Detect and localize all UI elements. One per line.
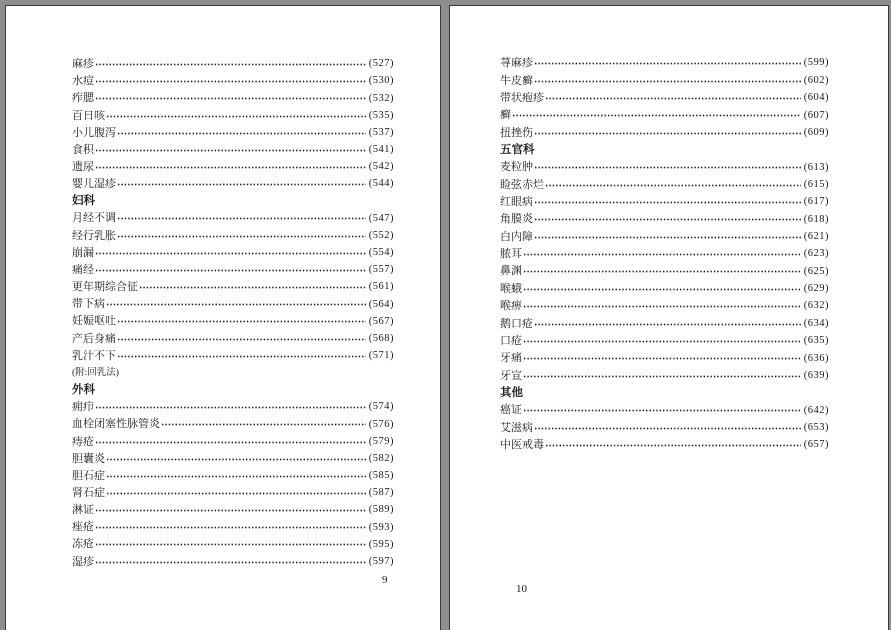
entry-page: (567) [368, 315, 394, 327]
dot-leader [523, 340, 801, 343]
note-text: (附:回乳法) [72, 367, 119, 378]
entry-title: 鼻渊 [500, 265, 522, 278]
dot-leader [534, 132, 801, 135]
section-heading [72, 382, 394, 399]
page-number: 9 [382, 574, 388, 586]
entry-page: (609) [803, 126, 829, 138]
entry-page: (617) [803, 196, 829, 208]
dot-leader [523, 409, 801, 412]
entry-title: 牛皮癣 [500, 74, 533, 87]
entry-page: (557) [368, 264, 394, 276]
dot-leader [523, 305, 801, 308]
dot-leader [95, 543, 366, 546]
section-heading-text: 妇科 [72, 195, 95, 208]
dot-leader [95, 269, 366, 272]
dot-leader [117, 132, 366, 135]
entry-title: 睑弦赤烂 [500, 178, 544, 191]
entry-page: (635) [803, 335, 829, 347]
dot-leader [534, 218, 801, 221]
entry-title: 湿疹 [72, 555, 94, 568]
entry-page: (621) [803, 231, 829, 243]
entry-page: (613) [803, 161, 829, 173]
entry-page: (615) [803, 178, 829, 190]
dot-leader [161, 423, 366, 426]
section-heading [72, 193, 394, 210]
toc-entry [500, 90, 829, 107]
entry-page: (657) [803, 439, 829, 451]
entry-title: 鹅口疮 [500, 317, 533, 330]
entry-title: 痈疖 [72, 401, 94, 414]
entry-page: (574) [368, 401, 394, 413]
entry-page: (623) [803, 248, 829, 260]
toc-entry [72, 296, 394, 313]
entry-page: (589) [368, 504, 394, 516]
toc-entry [72, 262, 394, 279]
dot-leader [534, 236, 801, 239]
dot-leader [139, 286, 366, 289]
toc-note [72, 365, 394, 382]
toc-entry [500, 367, 829, 384]
toc-entry [72, 433, 394, 450]
entry-title: 中医戒毒 [500, 439, 544, 452]
dot-leader [95, 252, 366, 255]
entry-title: 痄腮 [72, 92, 94, 105]
toc-entry [500, 402, 829, 419]
dot-leader [95, 166, 366, 169]
entry-title: 百日咳 [72, 109, 105, 122]
toc-entry [72, 176, 394, 193]
entry-page: (587) [368, 487, 394, 499]
entry-title: 小儿腹泻 [72, 126, 116, 139]
entry-page: (595) [368, 538, 394, 550]
entry-page: (642) [803, 404, 829, 416]
toc-entry [500, 315, 829, 332]
toc-entry [72, 348, 394, 365]
dot-leader [95, 97, 366, 100]
entry-title: 痔疮 [72, 435, 94, 448]
toc-entry [500, 55, 829, 72]
entry-page: (541) [368, 144, 394, 156]
toc-entry [500, 246, 829, 263]
toc-entry [500, 350, 829, 367]
toc-entry [72, 125, 394, 142]
entry-title: 喉痹 [500, 300, 522, 313]
entry-page: (552) [368, 229, 394, 241]
dot-leader [117, 355, 366, 358]
table-of-contents [500, 55, 829, 454]
dot-leader [106, 303, 366, 306]
toc-entry [500, 107, 829, 124]
toc-entry [72, 485, 394, 502]
dot-leader [95, 63, 366, 66]
dot-leader [117, 217, 366, 220]
section-heading-text: 其他 [500, 386, 523, 399]
dot-leader [95, 149, 366, 152]
section-heading-text: 五官科 [500, 143, 535, 156]
entry-page: (537) [368, 126, 394, 138]
toc-entry [500, 159, 829, 176]
toc-entry [72, 451, 394, 468]
toc-entry [72, 536, 394, 553]
toc-entry [500, 229, 829, 246]
dot-leader [523, 375, 801, 378]
entry-page: (561) [368, 281, 394, 293]
entry-title: 癌证 [500, 404, 522, 417]
dot-leader [545, 444, 801, 447]
entry-page: (571) [368, 349, 394, 361]
entry-page: (625) [803, 265, 829, 277]
dot-leader [545, 97, 801, 100]
dot-leader [106, 492, 366, 495]
dot-leader [95, 561, 366, 564]
toc-entry [72, 73, 394, 90]
entry-title: 肾石症 [72, 486, 105, 499]
dot-leader [534, 323, 801, 326]
dot-leader [545, 184, 801, 187]
entry-title: 月经不调 [72, 212, 116, 225]
section-heading [500, 142, 829, 159]
dot-leader [523, 270, 801, 273]
dot-leader [106, 475, 366, 478]
entry-title: 白内障 [500, 230, 533, 243]
entry-page: (527) [368, 58, 394, 70]
entry-page: (636) [803, 352, 829, 364]
dot-leader [95, 406, 366, 409]
dot-leader [106, 458, 366, 461]
entry-title: 冻疮 [72, 538, 94, 551]
entry-title: 带状疱疹 [500, 91, 544, 104]
entry-page: (607) [803, 109, 829, 121]
dot-leader [95, 509, 366, 512]
toc-entry [72, 554, 394, 571]
entry-page: (585) [368, 470, 394, 482]
toc-entry [72, 468, 394, 485]
table-of-contents [72, 56, 394, 571]
entry-title: 淋证 [72, 504, 94, 517]
entry-page: (582) [368, 452, 394, 464]
entry-title: 胆石症 [72, 469, 105, 482]
entry-page: (579) [368, 435, 394, 447]
dot-leader [106, 115, 366, 118]
entry-title: 妊娠呕吐 [72, 315, 116, 328]
entry-page: (629) [803, 283, 829, 295]
entry-title: 牙痛 [500, 352, 522, 365]
entry-page: (632) [803, 300, 829, 312]
toc-entry [500, 437, 829, 454]
dot-leader [95, 441, 366, 444]
entry-page: (634) [803, 317, 829, 329]
dot-leader [117, 338, 366, 341]
entry-page: (530) [368, 75, 394, 87]
entry-title: 痤疮 [72, 521, 94, 534]
dot-leader [534, 166, 801, 169]
toc-entry [500, 281, 829, 298]
entry-title: 婴儿湿疹 [72, 178, 116, 191]
entry-title: 喉蛾 [500, 282, 522, 295]
toc-entry [72, 90, 394, 107]
toc-entry [500, 211, 829, 228]
page-number: 10 [516, 583, 527, 595]
toc-entry [72, 313, 394, 330]
entry-title: 产后身痛 [72, 332, 116, 345]
toc-entry [500, 194, 829, 211]
toc-entry [500, 72, 829, 89]
entry-title: 脓耳 [500, 248, 522, 261]
entry-page: (576) [368, 418, 394, 430]
toc-entry [72, 416, 394, 433]
entry-title: 血栓闭塞性脉管炎 [72, 418, 160, 431]
toc-entry [72, 245, 394, 262]
entry-title: 胆囊炎 [72, 452, 105, 465]
entry-page: (618) [803, 213, 829, 225]
entry-page: (542) [368, 161, 394, 173]
right-page [449, 5, 889, 630]
entry-page: (639) [803, 369, 829, 381]
toc-entry [500, 177, 829, 194]
toc-entry [500, 420, 829, 437]
dot-leader [95, 526, 366, 529]
dot-leader [534, 62, 801, 65]
entry-title: 角膜炎 [500, 213, 533, 226]
dot-leader [523, 357, 801, 360]
toc-entry [72, 210, 394, 227]
toc-entry [72, 279, 394, 296]
entry-title: 痛经 [72, 263, 94, 276]
entry-page: (568) [368, 332, 394, 344]
toc-entry [72, 331, 394, 348]
dot-leader [534, 80, 801, 83]
entry-title: 食积 [72, 143, 94, 156]
toc-entry [72, 56, 394, 73]
entry-title: 荨麻疹 [500, 57, 533, 70]
dot-leader [117, 320, 366, 323]
entry-title: 经行乳胀 [72, 229, 116, 242]
entry-title: 乳汁不下 [72, 349, 116, 362]
entry-page: (604) [803, 92, 829, 104]
toc-entry [500, 298, 829, 315]
toc-entry [500, 263, 829, 280]
left-page [5, 5, 441, 630]
entry-page: (554) [368, 247, 394, 259]
section-heading-text: 外科 [72, 383, 95, 396]
toc-entry [72, 107, 394, 124]
entry-page: (599) [803, 57, 829, 69]
entry-page: (544) [368, 178, 394, 190]
dot-leader [117, 235, 366, 238]
entry-title: 带下病 [72, 298, 105, 311]
toc-entry [72, 142, 394, 159]
entry-title: 艾滋病 [500, 421, 533, 434]
entry-title: 麻疹 [72, 58, 94, 71]
toc-entry [500, 333, 829, 350]
entry-page: (602) [803, 74, 829, 86]
entry-title: 口疮 [500, 334, 522, 347]
dot-leader [534, 427, 801, 430]
entry-page: (535) [368, 109, 394, 121]
entry-title: 牙宣 [500, 369, 522, 382]
dot-leader [95, 80, 366, 83]
entry-title: 扭挫伤 [500, 126, 533, 139]
entry-page: (547) [368, 212, 394, 224]
section-heading [500, 385, 829, 402]
entry-title: 癣 [500, 109, 511, 122]
entry-page: (564) [368, 298, 394, 310]
dot-leader [117, 183, 366, 186]
entry-page: (653) [803, 421, 829, 433]
dot-leader [523, 253, 801, 256]
entry-title: 红眼病 [500, 196, 533, 209]
dot-leader [523, 288, 801, 291]
toc-entry [500, 124, 829, 141]
dot-leader [512, 114, 801, 117]
entry-title: 遗尿 [72, 161, 94, 174]
entry-title: 崩漏 [72, 246, 94, 259]
entry-page: (532) [368, 92, 394, 104]
toc-entry [72, 502, 394, 519]
toc-entry [72, 159, 394, 176]
dot-leader [534, 201, 801, 204]
entry-title: 更年期综合征 [72, 281, 138, 294]
entry-page: (593) [368, 521, 394, 533]
toc-entry [72, 399, 394, 416]
entry-title: 水痘 [72, 75, 94, 88]
toc-entry [72, 519, 394, 536]
entry-page: (597) [368, 555, 394, 567]
toc-entry [72, 228, 394, 245]
entry-title: 麦粒肿 [500, 161, 533, 174]
